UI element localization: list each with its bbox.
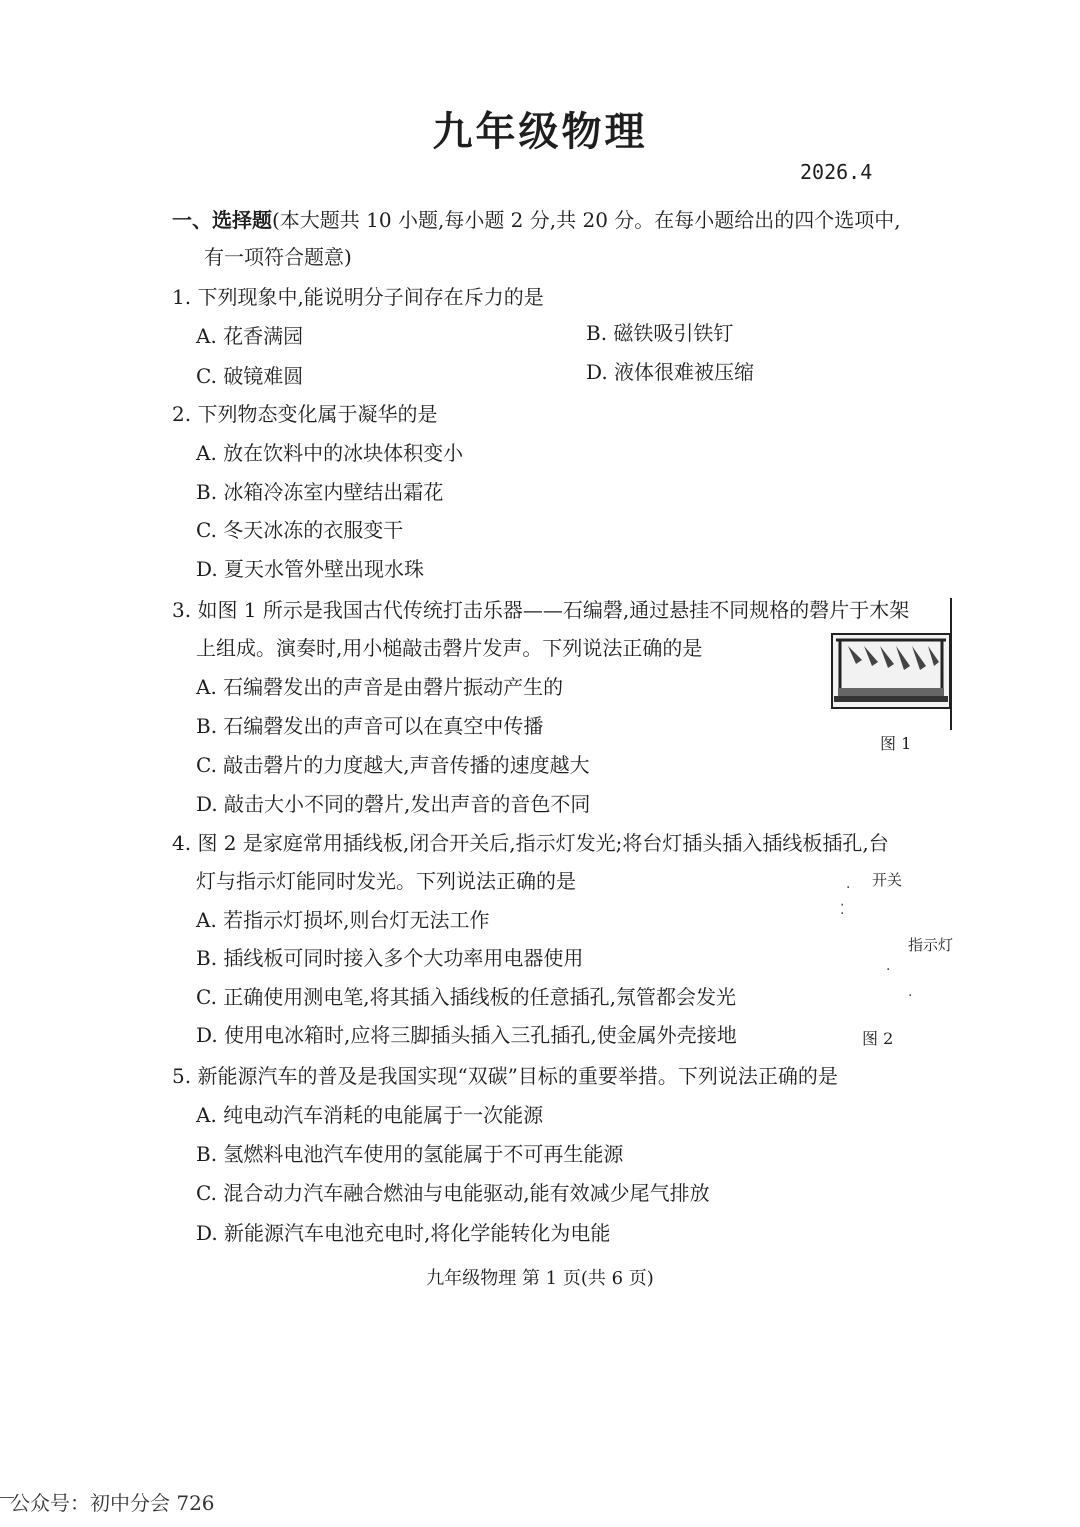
- q4-option-d: D. 使用电冰箱时,应将三脚插头插入三孔插孔,使金属外壳接地: [196, 1023, 737, 1047]
- section-instructions-2: 有一项符合题意): [204, 245, 352, 269]
- scan-edge-line: [950, 598, 952, 730]
- figure-2-label-indicator: 指示灯: [908, 936, 954, 954]
- q2-stem: 2. 下列物态变化属于凝华的是: [172, 402, 438, 426]
- figure-2-mark: ·: [908, 988, 913, 1004]
- figure-1-chime-stones: [830, 630, 952, 712]
- q2-option-d: D. 夏天水管外壁出现水珠: [196, 557, 425, 581]
- figure-2-label-switch: 开关: [872, 871, 903, 889]
- q4-option-a: A. 若指示灯损坏,则台灯无法工作: [196, 908, 490, 932]
- q3-option-a: A. 石编磬发出的声音是由磬片振动产生的: [196, 675, 564, 699]
- q3-option-d: D. 敲击大小不同的磬片,发出声音的音色不同: [196, 792, 591, 816]
- q5-option-b: B. 氢燃料电池汽车使用的氢能属于不可再生能源: [196, 1142, 624, 1166]
- watermark-text: 公众号：初中分会 726: [10, 1491, 215, 1515]
- q1-option-d: D. 液体很难被压缩: [586, 360, 755, 384]
- q4-option-c: C. 正确使用测电笔,将其插入插线板的任意插孔,氖管都会发光: [196, 985, 737, 1009]
- figure-2-mark: ·: [886, 962, 891, 978]
- q5-option-c: C. 混合动力汽车融合燃油与电能驱动,能有效减少尾气排放: [196, 1181, 710, 1205]
- section-instructions-1: (本大题共 10 小题,每小题 2 分,共 20 分。在每小题给出的四个选项中,: [272, 208, 901, 232]
- q1-option-a: A. 花香满园: [196, 324, 304, 348]
- q2-option-c: C. 冬天冰冻的衣服变干: [196, 518, 404, 542]
- q1-stem: 1. 下列现象中,能说明分子间存在斥力的是: [172, 285, 544, 309]
- q1-option-b: B. 磁铁吸引铁钉: [586, 321, 734, 345]
- q3-stem-line2: 上组成。演奏时,用小槌敲击磬片发声。下列说法正确的是: [196, 636, 703, 660]
- q4-stem-line1: 4. 图 2 是家庭常用插线板,闭合开关后,指示灯发光;将台灯插头插入插线板插孔,台: [172, 831, 889, 855]
- q1-option-c: C. 破镜难圆: [196, 364, 304, 388]
- figure-1-label: 图 1: [880, 734, 912, 753]
- figure-2-mark: ·: [846, 880, 851, 896]
- figure-2-label: 图 2: [862, 1029, 894, 1048]
- q4-stem-line2: 灯与指示灯能同时发光。下列说法正确的是: [196, 869, 576, 893]
- figure-2-mark: ⁚: [840, 902, 845, 918]
- q5-stem: 5. 新能源汽车的普及是我国实现“双碳”目标的重要举措。下列说法正确的是: [172, 1064, 838, 1088]
- section-title: 一、选择题: [172, 208, 272, 232]
- q3-option-b: B. 石编磬发出的声音可以在真空中传播: [196, 714, 544, 738]
- page-footer: 九年级物理 第 1 页(共 6 页): [426, 1268, 654, 1289]
- q3-stem-line1: 3. 如图 1 所示是我国古代传统打击乐器——石编磬,通过悬挂不同规格的磬片于木架: [172, 598, 910, 622]
- exam-date: 2026.4: [800, 160, 873, 184]
- page-title: 九年级物理: [432, 109, 648, 155]
- q2-option-b: B. 冰箱冷冻室内壁结出霜花: [196, 480, 444, 504]
- q3-option-c: C. 敲击磬片的力度越大,声音传播的速度越大: [196, 753, 590, 777]
- q5-option-d: D. 新能源汽车电池充电时,将化学能转化为电能: [196, 1221, 611, 1245]
- q4-option-b: B. 插线板可同时接入多个大功率用电器使用: [196, 946, 584, 970]
- q5-option-a: A. 纯电动汽车消耗的电能属于一次能源: [196, 1103, 544, 1127]
- q2-option-a: A. 放在饮料中的冰块体积变小: [196, 441, 464, 465]
- section-heading-line: [172, 204, 901, 233]
